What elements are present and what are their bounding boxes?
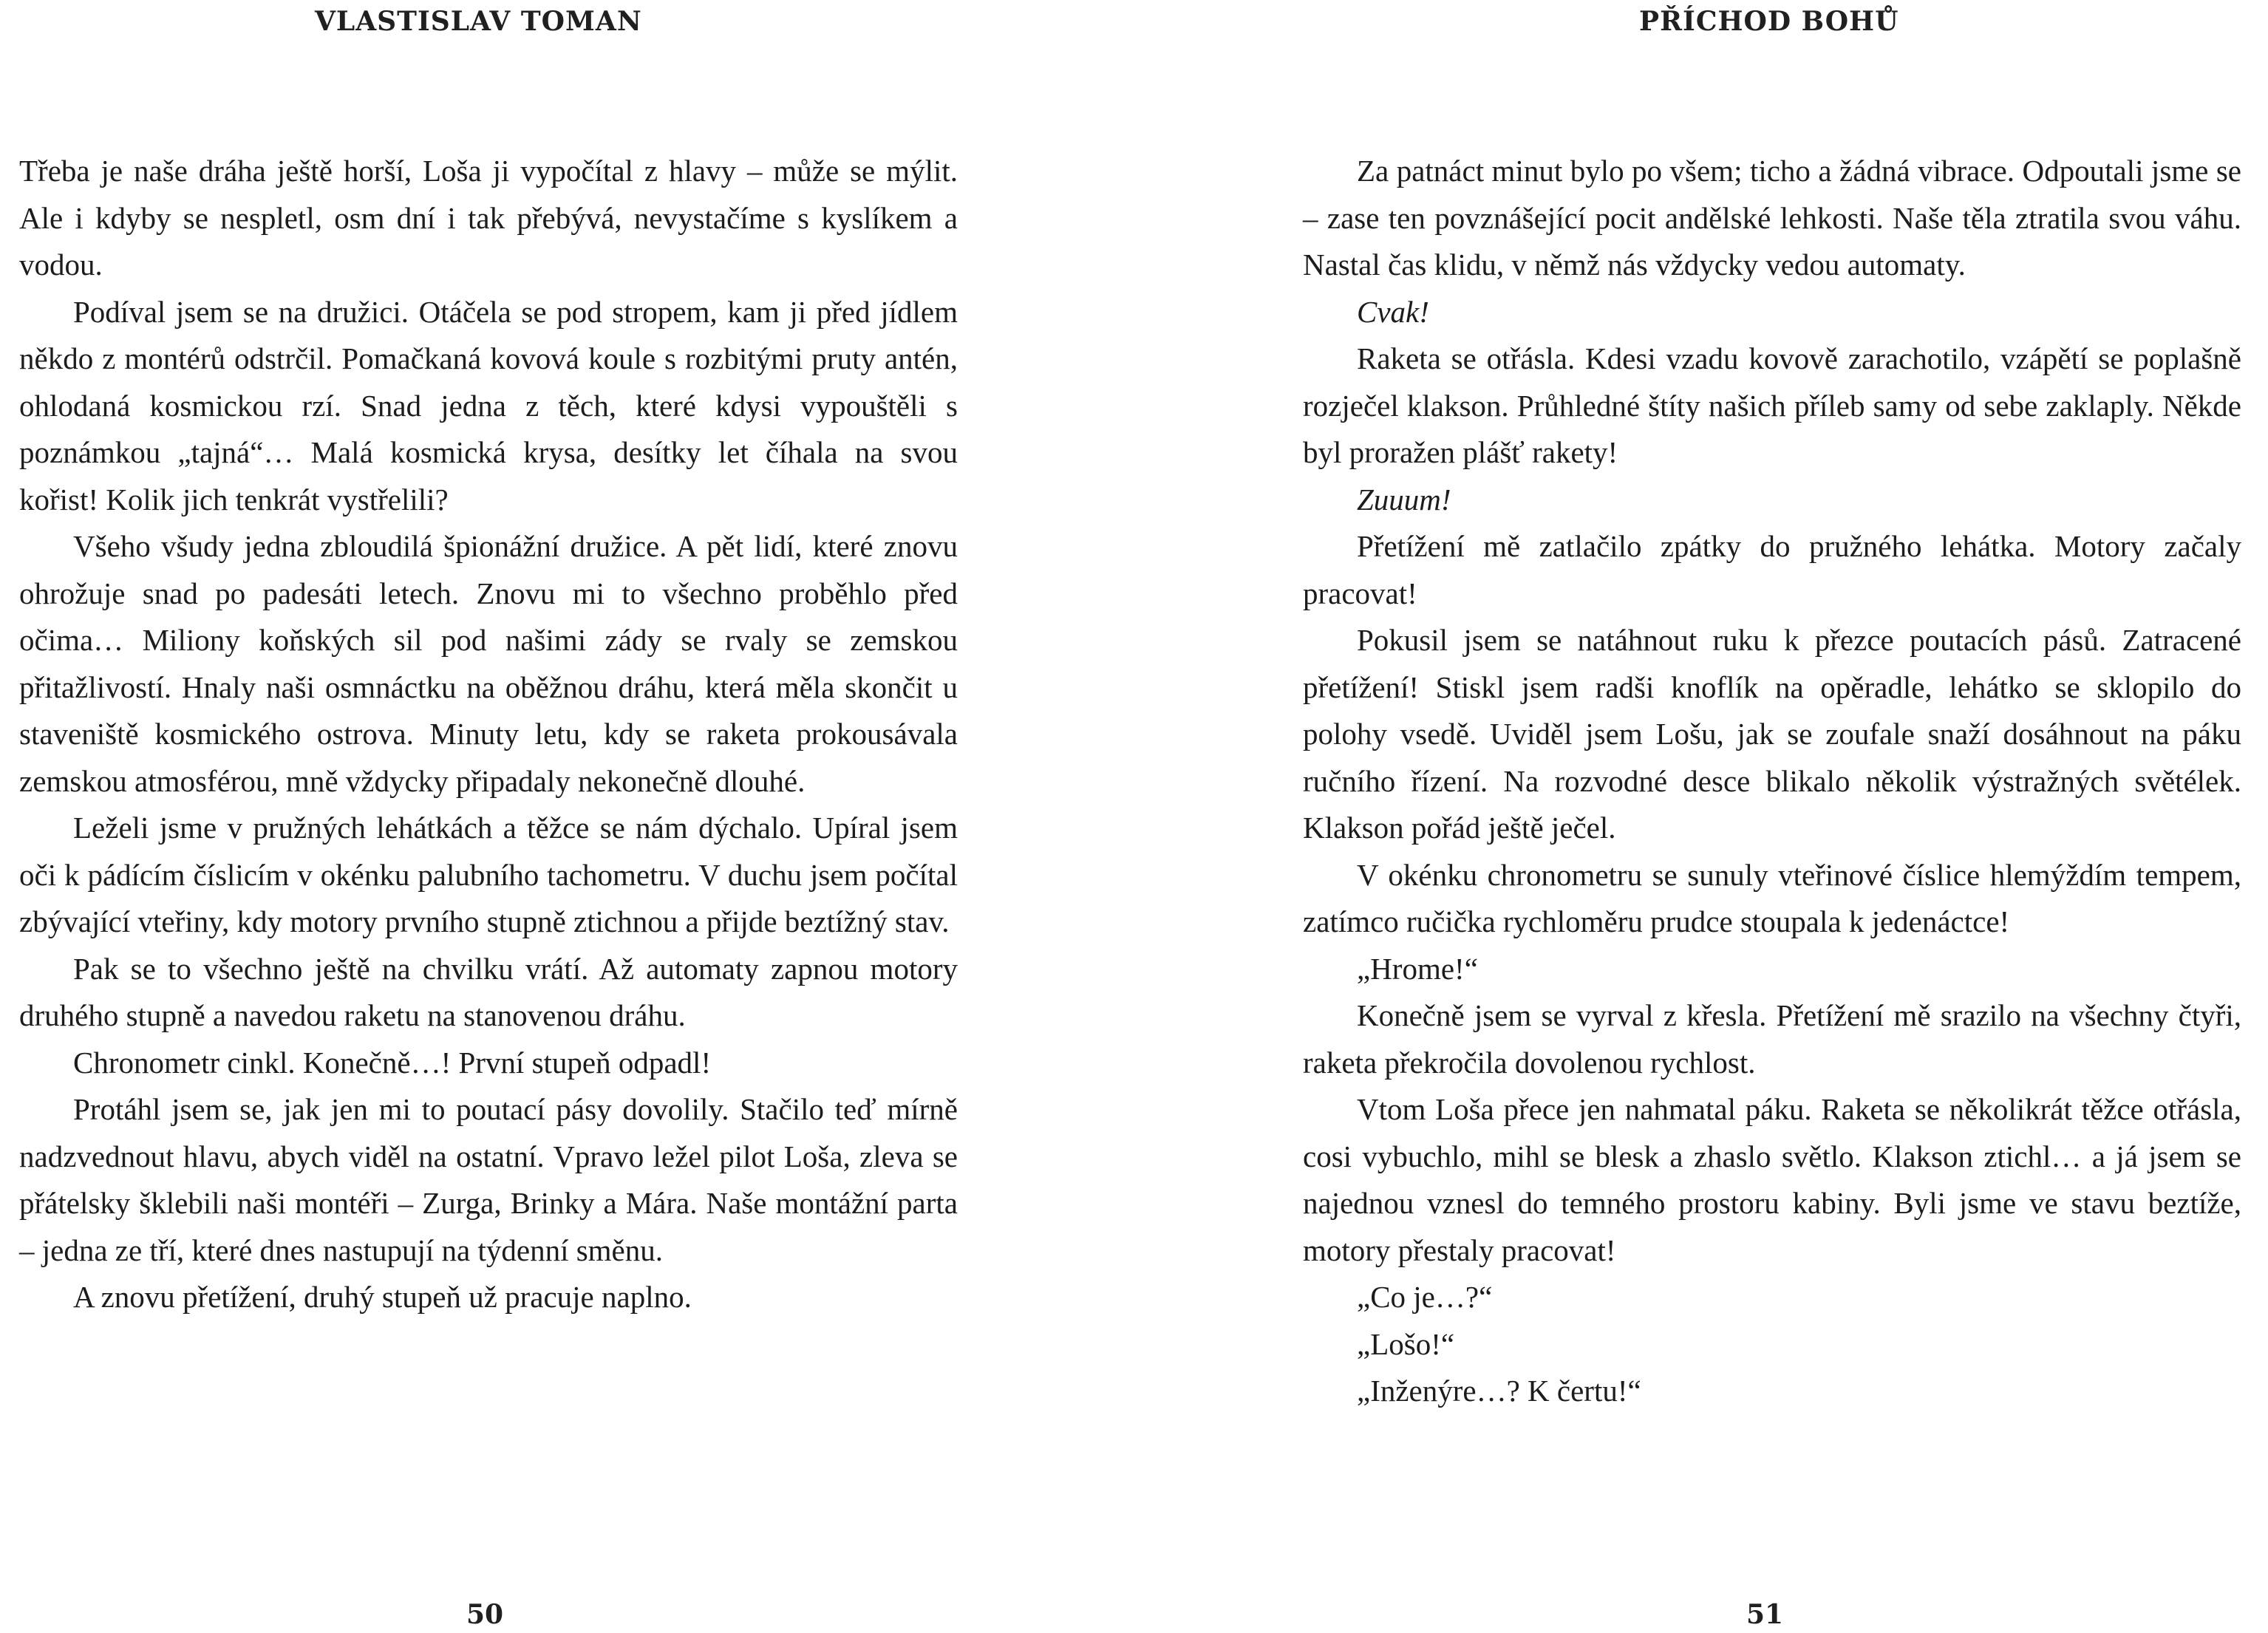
paragraph: Přetížení mě zatlačilo zpátky do pružného lehátka. Motory začaly pracovat! bbox=[1303, 529, 2241, 610]
paragraph: Konečně jsem se vyrval z křesla. Přetížení mě srazilo na všechny čtyři, raketa překročila dovolenou rychlost. bbox=[1303, 998, 2241, 1080]
dialogue-line: „Lošo!“ bbox=[1357, 1326, 1455, 1361]
paragraph: Chronometr cinkl. Konečně…! První stupeň odpadl! bbox=[73, 1045, 712, 1080]
paragraph: Za patnáct minut bylo po všem; ticho a žádná vibrace. Odpoutali jsme se – zase ten povznášející pocit andělské lehkosti. Naše těla ztratila svou váhu. Nastal čas klidu, v němž nás vždycky vedou automaty. bbox=[1303, 154, 2241, 282]
paragraph: Třeba je naše dráha ještě horší, Loša ji vypočítal z hlavy – může se mýlit. Ale i kdyby se nespletl, osm dní i tak přebývá, nevystačíme s kyslíkem a vodou. bbox=[19, 154, 958, 282]
page-number: 51 bbox=[1746, 1599, 1784, 1630]
paragraph: Všeho všudy jedna zbloudilá špionážní družice. A pět lidí, které znovu ohrožuje snad po padesáti letech. Znovu mi to všechno proběhlo před očima… Miliony koňských sil pod našimi zády se rvaly se zemskou přitažlivostí. Hnaly naši osmnáctku na oběžnou dráhu, která měla skončit u staveniště kosmického ostrova. Minuty letu, kdy se raketa prokousávala zemskou atmosférou, mně vždycky připadaly nekonečně dlouhé. bbox=[19, 529, 958, 798]
paragraph: Vtom Loša přece jen nahmatal páku. Raketa se několikrát těžce otřásla, cosi vybuchlo, mihl se blesk a zhaslo světlo. Klakson ztichl… a já jsem se najednou vznesl do temného prostoru kabiny. Byli jsme ve stavu beztíže, motory přestaly pracovat! bbox=[1303, 1092, 2241, 1267]
left-page bbox=[19, 0, 958, 1630]
title-running-head: PŘÍCHOD BOHŮ bbox=[1639, 6, 1899, 37]
paragraph: Raketa se otřásla. Kdesi vzadu kovově zarachotilo, vzápětí se poplašně rozječel klakson. Průhledné štíty našich příleb samy od sebe zaklaply. Někde byl proražen plášť rakety! bbox=[1303, 341, 2241, 469]
paragraph: Podíval jsem se na družici. Otáčela se pod stropem, kam ji před jídlem někdo z montérů odstrčil. Pomačkaná kovová koule s rozbitými pruty antén, ohlodaná kosmickou rzí. Snad jedna z těch, které kdysi vypouštěli s poznámkou „tajná“… Malá kosmická krysa, desítky let číhala na svou kořist! Kolik jich tenkrát vystřelili? bbox=[19, 294, 958, 517]
right-page-text bbox=[1303, 148, 2241, 1415]
dialogue-line: „Co je…?“ bbox=[1357, 1280, 1493, 1314]
paragraph-sound-effect: Zuuum! bbox=[1357, 482, 1451, 517]
paragraph: Protáhl jsem se, jak jen mi to poutací pásy dovolily. Stačilo teď mírně nadzvednout hlavu, abych viděl na ostatní. Vpravo ležel pilot Loša, zleva se přátelsky šklebili naši montéři – Zurga, Brinky a Mára. Naše montážní parta – jedna ze tří, které dnes nastupují na týdenní směnu. bbox=[19, 1092, 958, 1267]
right-page bbox=[1303, 0, 2241, 1630]
dialogue-line: „Hrome!“ bbox=[1357, 951, 1478, 986]
paragraph: A znovu přetížení, druhý stupeň už pracuje naplno. bbox=[73, 1280, 692, 1314]
left-page-text bbox=[19, 148, 958, 1321]
page-number: 50 bbox=[466, 1599, 504, 1630]
paragraph-sound-effect: Cvak! bbox=[1357, 294, 1429, 329]
author-running-head: VLASTISLAV TOMAN bbox=[315, 6, 642, 37]
paragraph: V okénku chronometru se sunuly vteřinové číslice hlemýždím tempem, zatímco ručička rychloměru prudce stoupala k jedenáctce! bbox=[1303, 857, 2241, 938]
dialogue-line: „Inženýre…? K čertu!“ bbox=[1357, 1374, 1641, 1408]
paragraph: Leželi jsme v pružných lehátkách a těžce se nám dýchalo. Upíral jsem oči k pádícím číslicím v okénku palubního tachometru. V duchu jsem počítal zbývající vteřiny, kdy motory prvního stupně ztichnou a přijde beztížný stav. bbox=[19, 811, 958, 938]
paragraph: Pokusil jsem se natáhnout ruku k přezce poutacích pásů. Zatracené přetížení! Stiskl jsem radši knoflík na opěradle, lehátko se sklopilo do polohy vsedě. Uviděl jsem Lošu, jak se zoufale snaží dosáhnout na páku ručního řízení. Na rozvodné desce blikalo několik výstražných světélek. Klakson pořád ještě ječel. bbox=[1303, 623, 2241, 845]
paragraph: Pak se to všechno ještě na chvilku vrátí. Až automaty zapnou motory druhého stupně a navedou raketu na stanovenou dráhu. bbox=[19, 951, 958, 1032]
